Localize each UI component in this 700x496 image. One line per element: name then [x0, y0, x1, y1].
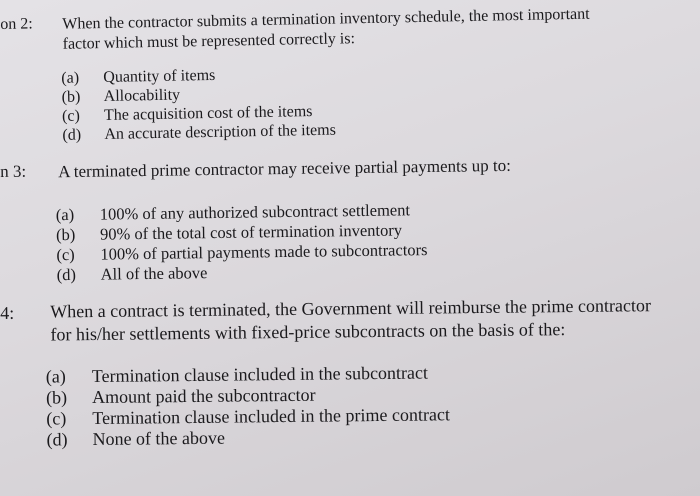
question-3	[0, 146, 700, 285]
question-4	[0, 288, 700, 450]
option-letter: (b)	[55, 224, 76, 245]
question-text-line: When the contractor submits a termination inventory schedule, the most important	[62, 5, 590, 33]
question-label: 4:	[0, 302, 15, 323]
option-letter: (a)	[61, 69, 80, 87]
option-text: Quantity of items	[103, 66, 216, 87]
option-letter: (b)	[45, 387, 68, 408]
question-text-line: A terminated prime contractor may receive partial payments up to:	[58, 155, 512, 182]
option-letter: (c)	[56, 244, 75, 265]
question-label: on 2:	[0, 15, 33, 33]
option-text: Amount paid the subcontractor	[91, 384, 316, 408]
option-letter: (d)	[46, 429, 68, 450]
option-text: Allocability	[103, 86, 181, 106]
question-label: n 3:	[0, 161, 27, 181]
option-text: 100% of any authorized subcontract settlement	[99, 200, 411, 224]
option-text: Termination clause included in the subcontract	[91, 362, 429, 387]
question-text	[58, 155, 511, 182]
option-letter: (c)	[46, 408, 67, 429]
option-text: 100% of partial payments made to subcontractors	[100, 240, 428, 264]
option-letter: (c)	[61, 107, 80, 125]
option-text: None of the above	[92, 427, 226, 450]
option-letter: (a)	[45, 366, 66, 387]
question-text	[62, 5, 590, 55]
question-text-line: factor which must be represented correctly is:	[62, 30, 356, 53]
option-letter: (d)	[62, 126, 82, 144]
question-2	[0, 0, 700, 144]
option-text: 90% of the total cost of termination inventory	[99, 220, 403, 244]
option-text: The acquisition cost of the items	[103, 103, 313, 125]
question-text-line: When a contract is terminated, the Government will reimburse the prime contractor	[50, 295, 652, 322]
option-letter: (b)	[61, 88, 81, 106]
question-text	[50, 294, 651, 346]
option-text: An accurate description of the items	[104, 121, 336, 144]
option-letter: (a)	[55, 204, 75, 225]
option-text: All of the above	[100, 263, 208, 284]
question-text-line: for his/her settlements with fixed-price subcontracts on the basis of the:	[50, 319, 566, 345]
option-letter: (d)	[56, 264, 77, 285]
option-text: Termination clause included in the prime contract	[92, 404, 450, 429]
